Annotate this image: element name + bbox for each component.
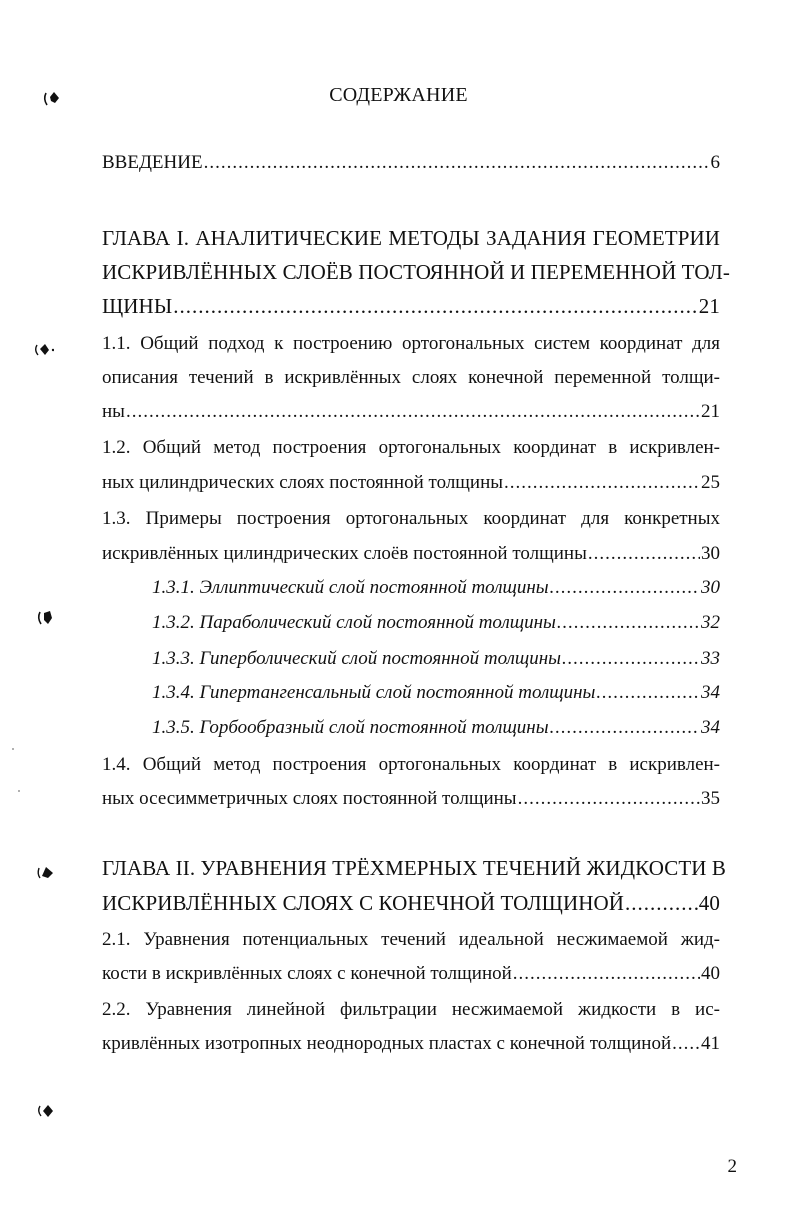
toc-page-number: 25 — [701, 472, 720, 493]
toc-entry-2-2-line-1[interactable]: 2.2. Уравнения линейной фильтрации несжимаемой жидкости в ис- — [102, 999, 720, 1020]
leader-dots — [596, 681, 700, 705]
chapter-2-line-2[interactable] — [102, 891, 720, 915]
toc-entry-1-1-line-2[interactable]: описания течений в искривлённых слоях конечной переменной толщи- — [102, 367, 720, 388]
binding-hole-mark-icon — [36, 862, 56, 882]
chapter-1-line-3[interactable] — [102, 294, 720, 318]
toc-entry-1-3-line-1[interactable]: 1.3. Примеры построения ортогональных координат для конкретных — [102, 508, 720, 529]
page-number: 2 — [727, 1156, 737, 1177]
toc-page-number: 33 — [701, 648, 720, 669]
toc-entry-text: искривлённых цилиндрических слоёв постоянной толщины — [102, 543, 587, 564]
chapter-1-line-1[interactable]: ГЛАВА I. АНАЛИТИЧЕСКИЕ МЕТОДЫ ЗАДАНИЯ ГЕОМЕТРИИ — [102, 226, 720, 250]
leader-dots — [557, 611, 700, 635]
toc-entry-text: 1.3.4. Гипертангенсальный слой постоянной толщины — [152, 682, 596, 703]
binding-hole-mark-icon — [34, 340, 54, 360]
leader-dots — [550, 716, 700, 740]
toc-entry-text: 1.3.3. Гиперболический слой постоянной толщины — [152, 648, 562, 669]
toc-subentry-1-3-5[interactable] — [152, 716, 720, 740]
toc-page-number: 32 — [701, 612, 720, 633]
toc-page-number: 30 — [701, 543, 720, 564]
leader-dots — [550, 576, 700, 600]
toc-entry-text: ЩИНЫ — [102, 294, 173, 318]
toc-entry-1-1-line-3[interactable] — [102, 400, 720, 424]
toc-entry-1-2-line-1[interactable]: 1.2. Общий метод построения ортогональных координат в искривлен- — [102, 437, 720, 458]
toc-entry-text: 1.3.5. Горбообразный слой постоянной толщины — [152, 717, 549, 738]
toc-entry-1-4-line-2[interactable] — [102, 787, 720, 811]
binding-hole-mark-icon — [36, 608, 56, 628]
toc-entry-1-4-line-1[interactable]: 1.4. Общий метод построения ортогональных координат в искривлен- — [102, 754, 720, 775]
leader-dots — [625, 891, 698, 915]
toc-entry-introduction[interactable] — [102, 151, 720, 175]
toc-subentry-1-3-1[interactable] — [152, 576, 720, 600]
toc-entry-1-2-line-2[interactable] — [102, 471, 720, 495]
toc-entry-text: кривлённых изотропных неоднородных пластах с конечной толщиной — [102, 1033, 672, 1054]
chapter-1-line-2[interactable]: ИСКРИВЛЁННЫХ СЛОЁВ ПОСТОЯННОЙ И ПЕРЕМЕННОЙ ТОЛ- — [102, 260, 730, 284]
toc-page-number: 21 — [701, 401, 720, 422]
leader-dots — [173, 294, 698, 318]
leader-dots — [204, 151, 710, 175]
toc-subentry-1-3-2[interactable] — [152, 611, 720, 635]
toc-subentry-1-3-3[interactable] — [152, 647, 720, 671]
toc-page-number: 40 — [698, 891, 720, 915]
leader-dots — [588, 542, 700, 566]
chapter-2-line-1[interactable]: ГЛАВА II. УРАВНЕНИЯ ТРЁХМЕРНЫХ ТЕЧЕНИЙ ЖИДКОСТИ В — [102, 856, 726, 880]
toc-entry-2-1-line-1[interactable]: 2.1. Уравнения потенциальных течений идеальной несжимаемой жид- — [102, 929, 720, 950]
toc-entry-text: 1.3.1. Эллиптический слой постоянной толщины — [152, 577, 549, 598]
toc-page-number: 40 — [701, 963, 720, 984]
leader-dots — [126, 400, 700, 424]
toc-entry-2-1-line-2[interactable] — [102, 962, 720, 986]
toc-entry-2-2-line-2[interactable] — [102, 1032, 720, 1056]
leader-dots — [518, 787, 700, 811]
toc-entry-text: ВВЕДЕНИЕ — [102, 152, 203, 173]
toc-entry-text: ных цилиндрических слоях постоянной толщины — [102, 472, 504, 493]
binding-hole-mark-icon — [36, 1101, 56, 1121]
toc-page-number: 41 — [701, 1033, 720, 1054]
leader-dots — [504, 471, 700, 495]
page-title: СОДЕРЖАНИЕ — [329, 84, 468, 106]
scan-speck — [18, 790, 20, 792]
toc-page-number: 30 — [701, 577, 720, 598]
toc-page-number: 34 — [701, 717, 720, 738]
toc-entry-text: 1.3.2. Параболический слой постоянной толщины — [152, 612, 556, 633]
toc-page-number: 21 — [698, 294, 720, 318]
toc-entry-text: ны — [102, 401, 125, 422]
toc-entry-text: кости в искривлённых слоях с конечной толщиной — [102, 963, 512, 984]
toc-entry-1-1-line-1[interactable]: 1.1. Общий подход к построению ортогональных систем координат для — [102, 333, 720, 354]
leader-dots — [513, 962, 700, 986]
toc-page-number: 34 — [701, 682, 720, 703]
leader-dots — [562, 647, 700, 671]
toc-entry-text: ных осесимметричных слоях постоянной толщины — [102, 788, 517, 809]
toc-page-number: 6 — [710, 152, 720, 173]
leader-dots — [672, 1032, 700, 1056]
toc-page-number: 35 — [701, 788, 720, 809]
toc-entry-1-3-line-2[interactable] — [102, 542, 720, 566]
scan-speck — [12, 748, 14, 750]
toc-subentry-1-3-4[interactable] — [152, 681, 720, 705]
toc-entry-text: ИСКРИВЛЁННЫХ СЛОЯХ С КОНЕЧНОЙ ТОЛЩИНОЙ — [102, 891, 625, 915]
